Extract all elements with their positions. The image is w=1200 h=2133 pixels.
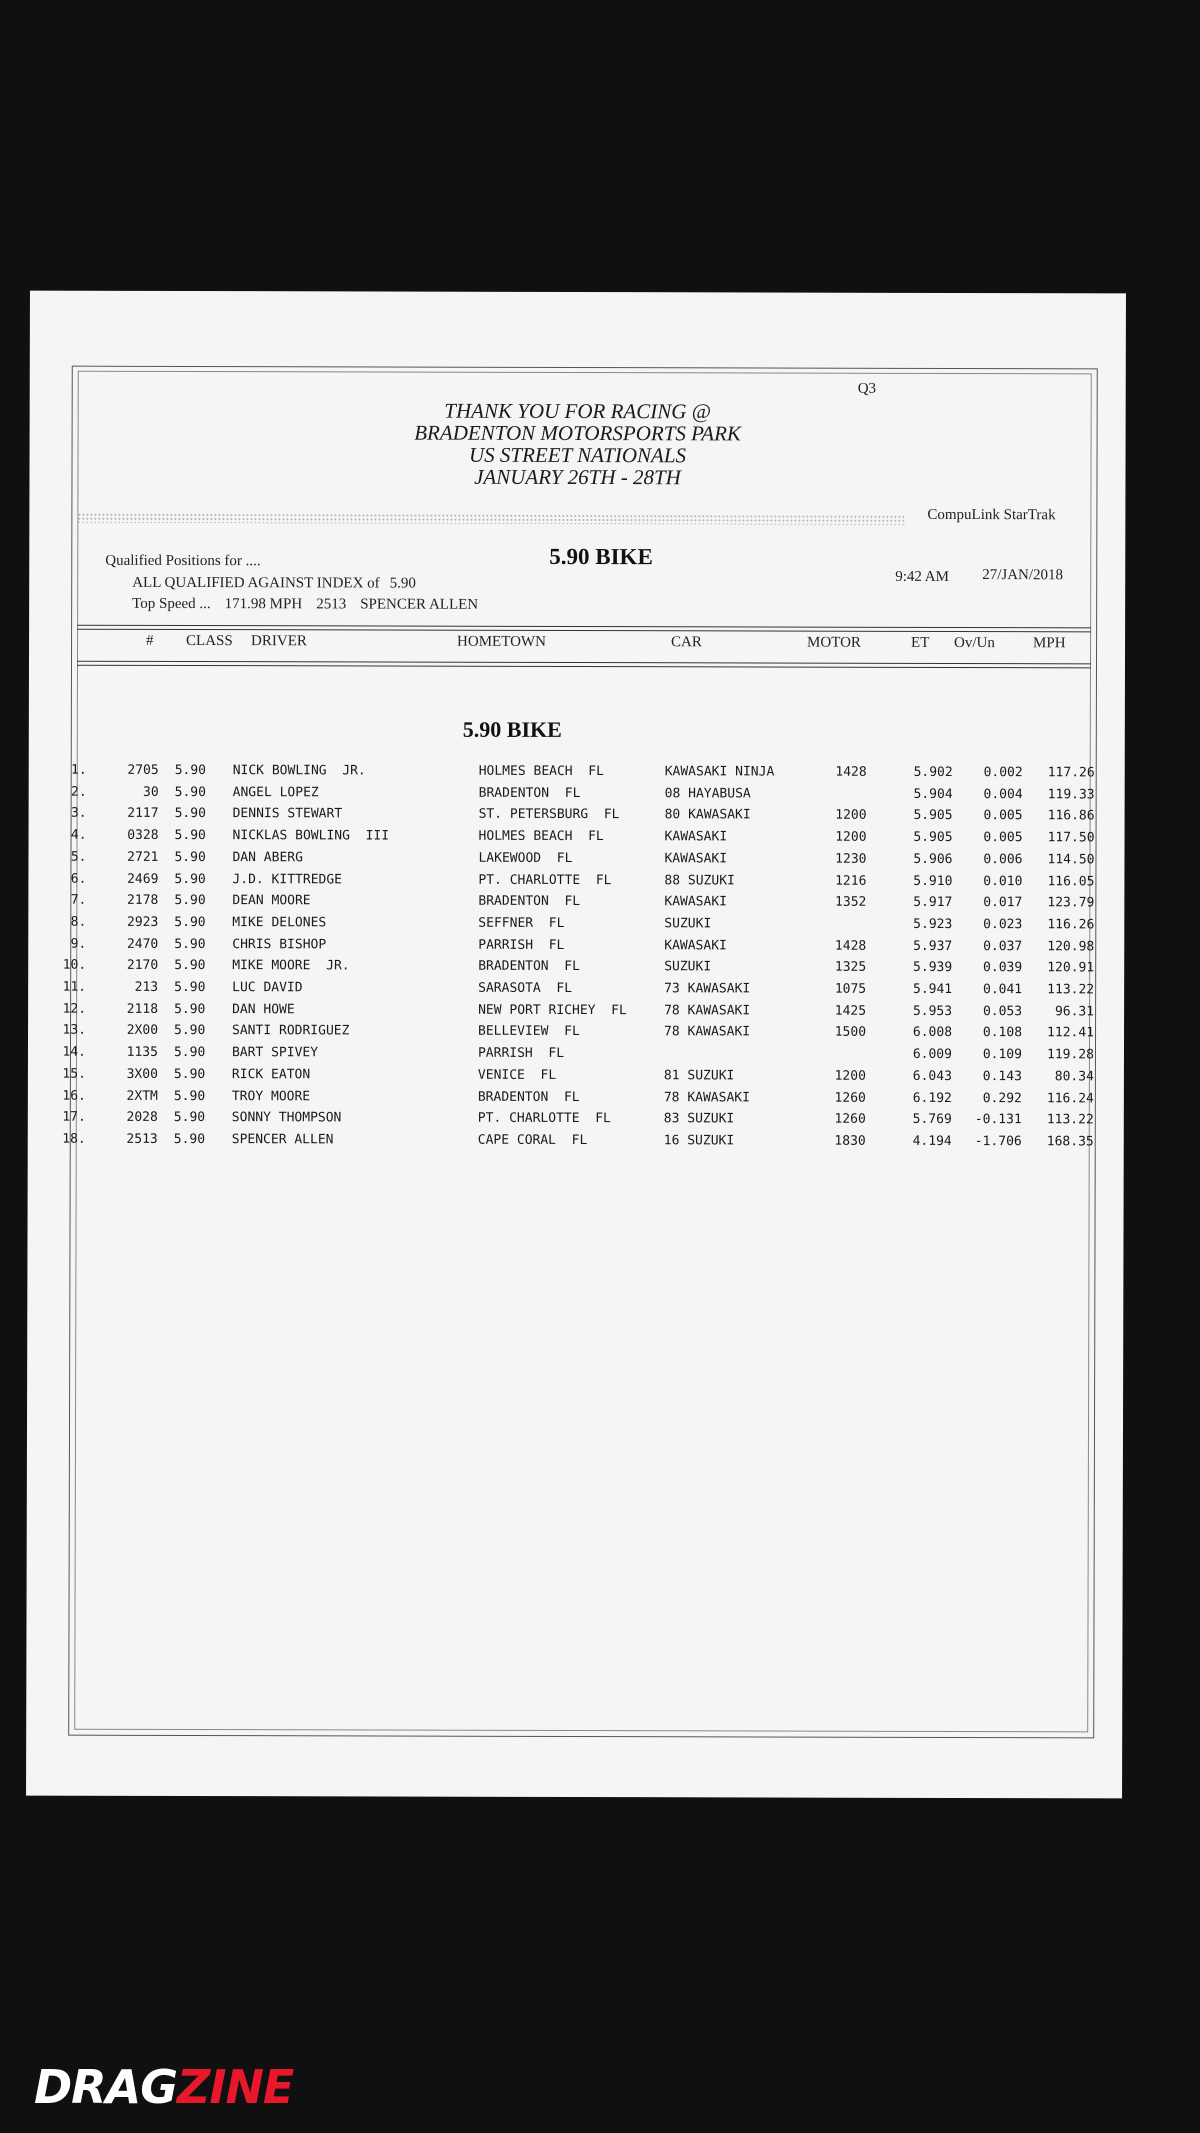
cell-car: KAWASAKI [664, 937, 727, 953]
cell-num: 2170 [126, 958, 159, 974]
cell-num: 2X00 [126, 1023, 159, 1039]
table-row [28, 871, 1124, 894]
cell-town: HOLMES BEACH FL [478, 763, 604, 780]
cell-driver: MIKE DELONES [232, 914, 327, 931]
cell-mph: 117.26 [1047, 765, 1095, 781]
cell-ovun: 0.005 [983, 808, 1023, 824]
cell-town: BRADENTON FL [478, 893, 581, 910]
cell-cls: 5.90 [174, 828, 206, 844]
cell-cls: 5.90 [173, 1131, 206, 1147]
cell-motor: 1500 [834, 1025, 867, 1041]
cell-car: KAWASAKI NINJA [664, 764, 775, 780]
cell-town: NEW PORT RICHEY FL [478, 1002, 627, 1018]
cell-num: 3X00 [126, 1066, 158, 1082]
cell-pos: 4. [70, 827, 87, 843]
cell-town: BELLEVIEW FL [478, 1024, 580, 1040]
cell-car: KAWASAKI [664, 851, 728, 867]
cell-ovun: 0.143 [982, 1068, 1022, 1084]
cell-motor: 1200 [835, 808, 867, 824]
cell-mph: 119.33 [1047, 786, 1095, 803]
table-row [28, 1131, 1124, 1154]
cell-driver: J.D. KITTREDGE [232, 871, 343, 887]
cell-ovun: 0.006 [983, 851, 1023, 867]
section-title: 5.90 BIKE [462, 716, 562, 742]
cell-num: 2028 [126, 1110, 158, 1126]
cell-et: 6.008 [912, 1025, 953, 1041]
cell-ovun: 0.039 [983, 960, 1023, 976]
cell-driver: RICK EATON [231, 1066, 311, 1083]
cell-town: SEFFNER FL [478, 915, 565, 931]
cell-driver: SPENCER ALLEN [231, 1131, 334, 1148]
cell-cls: 5.90 [174, 871, 206, 887]
cell-car: KAWASAKI [664, 829, 728, 845]
cell-ovun: 0.017 [983, 895, 1023, 911]
col-header-car: CAR [671, 634, 702, 651]
cell-car: 81 SUZUKI [663, 1068, 735, 1084]
cell-num: 1135 [126, 1044, 158, 1060]
cell-et: 5.904 [913, 786, 953, 802]
cell-et: 6.043 [912, 1068, 952, 1084]
top-speed-label: Top Speed ... [132, 595, 211, 613]
col-header-hometown: HOMETOWN [457, 633, 546, 650]
cell-mph: 168.35 [1046, 1134, 1094, 1150]
cell-car: 08 HAYABUSA [664, 785, 751, 802]
col-header-motor: MOTOR [807, 634, 861, 651]
logo-part-zine: ZINE [176, 2060, 294, 2114]
cell-cls: 5.90 [174, 784, 206, 800]
table-row [29, 763, 1125, 786]
cell-cls: 5.90 [174, 979, 206, 996]
top-speed-number: 2513 [316, 596, 347, 613]
results-sheet [26, 291, 1126, 1799]
cell-driver: BART SPIVEY [231, 1045, 319, 1061]
cell-ovun: 0.010 [983, 873, 1023, 889]
cell-et: 5.923 [913, 916, 953, 932]
print-time: 9:42 AM [895, 568, 950, 585]
event-line: US STREET NATIONALS [468, 442, 687, 468]
table-row [29, 828, 1125, 851]
cell-motor: 1230 [835, 851, 867, 867]
col-header-driver: DRIVER [251, 633, 307, 650]
cell-num: 2117 [127, 806, 159, 822]
table-row [29, 784, 1125, 807]
cell-ovun: 0.023 [983, 916, 1023, 933]
cell-car: KAWASAKI [664, 894, 728, 910]
table-row [28, 1045, 1124, 1068]
cell-motor: 1200 [835, 829, 867, 845]
cell-cls: 5.90 [174, 1001, 206, 1017]
software-label: CompuLink StarTrak [927, 506, 1056, 524]
cell-town: ST. PETERSBURG FL [478, 807, 620, 823]
cell-ovun: 0.005 [983, 830, 1023, 846]
cell-driver: DENNIS STEWART [232, 806, 343, 822]
index-value: 5.90 [389, 575, 416, 592]
cell-car: 83 SUZUKI [663, 1111, 735, 1127]
cell-et: 4.194 [912, 1133, 952, 1149]
cell-et: 5.937 [913, 938, 953, 954]
cell-cls: 5.90 [173, 1066, 206, 1082]
cell-driver: LUC DAVID [232, 980, 303, 996]
cell-cls: 5.90 [174, 806, 206, 822]
logo-part-drag: DRAG [34, 2060, 177, 2114]
cell-driver: NICK BOWLING JR. [232, 763, 366, 779]
cell-ovun: 0.041 [982, 982, 1023, 998]
cell-car: SUZUKI [664, 916, 712, 932]
cell-num: 2923 [126, 914, 159, 930]
cell-car: 80 KAWASAKI [664, 807, 751, 823]
cell-mph: 119.28 [1046, 1047, 1094, 1063]
cell-pos: 16. [62, 1088, 86, 1104]
cell-car: SUZUKI [664, 959, 712, 975]
cell-cls: 5.90 [174, 893, 206, 909]
table-row [28, 1001, 1124, 1024]
cell-et: 5.941 [912, 981, 953, 997]
event-line: THANK YOU FOR RACING @ [444, 398, 712, 424]
cell-driver: TROY MOORE [231, 1088, 311, 1104]
cell-ovun: 0.109 [982, 1047, 1022, 1063]
cell-pos: 14. [62, 1044, 86, 1060]
cell-pos: 17. [62, 1109, 86, 1125]
cell-pos: 5. [70, 849, 87, 865]
cell-num: 2513 [126, 1131, 158, 1147]
table-row [28, 914, 1124, 937]
cell-mph: 120.98 [1047, 938, 1095, 954]
cell-town: HOLMES BEACH FL [478, 828, 604, 845]
cell-et: 6.192 [912, 1090, 952, 1106]
top-speed-mph: 171.98 MPH [224, 596, 303, 613]
table-row [28, 980, 1124, 1003]
cell-pos: 18. [62, 1131, 86, 1147]
cell-et: 5.917 [913, 895, 953, 911]
cell-cls: 5.90 [174, 849, 206, 865]
table-row [28, 1023, 1124, 1046]
cell-motor: 1260 [834, 1090, 866, 1106]
class-title: 5.90 BIKE [549, 543, 653, 570]
cell-pos: 13. [62, 1023, 87, 1039]
event-header [29, 399, 1125, 490]
cell-car: 16 SUZUKI [663, 1133, 735, 1149]
cell-car: 78 KAWASAKI [663, 1089, 750, 1105]
cell-cls: 5.90 [174, 762, 207, 779]
cell-num: 2178 [127, 893, 159, 909]
cell-driver: ANGEL LOPEZ [232, 784, 319, 801]
cell-motor: 1352 [835, 894, 867, 910]
cell-motor: 1200 [834, 1068, 866, 1084]
cell-cls: 5.90 [174, 958, 206, 974]
cell-driver: NICKLAS BOWLING III [232, 828, 390, 844]
cell-et: 6.009 [912, 1046, 952, 1063]
col-header-ovun: Ov/Un [954, 634, 995, 652]
cell-ovun: 0.053 [982, 1003, 1023, 1019]
cell-pos: 10. [62, 957, 87, 974]
cell-town: LAKEWOOD FL [478, 850, 573, 866]
cell-et: 5.902 [913, 764, 953, 780]
cell-motor: 1216 [835, 873, 867, 889]
cell-town: CAPE CORAL FL [477, 1132, 588, 1148]
cell-driver: SONNY THOMPSON [231, 1110, 342, 1126]
cell-driver: SANTI RODRIGUEZ [232, 1023, 350, 1039]
cell-driver: DAN ABERG [232, 849, 303, 866]
cell-cls: 5.90 [173, 1088, 206, 1104]
index-line [132, 575, 426, 593]
cell-ovun: -1.706 [974, 1133, 1022, 1150]
cell-motor: 1325 [834, 959, 867, 976]
cell-et: 5.910 [913, 873, 953, 889]
cell-num: 2118 [126, 1001, 159, 1017]
table-row [28, 893, 1124, 916]
cell-mph: 116.24 [1046, 1090, 1094, 1106]
cell-pos: 9. [70, 936, 87, 952]
cell-car: 88 SUZUKI [664, 872, 735, 888]
cell-car: 73 KAWASAKI [664, 981, 751, 997]
index-label: ALL QUALIFIED AGAINST INDEX of [132, 574, 380, 592]
cell-motor: 1428 [835, 764, 867, 780]
cell-town: BRADENTON FL [478, 959, 580, 975]
cell-mph: 114.50 [1047, 852, 1095, 868]
print-date: 27/JAN/2018 [982, 567, 1064, 584]
qualified-positions-label: Qualified Positions for .... [105, 552, 261, 570]
cell-motor: 1428 [834, 938, 867, 954]
cell-town: BRADENTON FL [477, 1089, 580, 1105]
cell-town: VENICE FL [477, 1067, 557, 1083]
cell-et: 5.905 [913, 808, 953, 824]
cell-pos: 8. [70, 914, 87, 930]
event-line: BRADENTON MOTORSPORTS PARK [414, 420, 741, 446]
cell-mph: 96.31 [1054, 1003, 1095, 1020]
cell-mph: 80.34 [1054, 1069, 1094, 1085]
cell-motor: 1075 [834, 981, 867, 997]
cell-cls: 5.90 [174, 914, 206, 930]
cell-driver: MIKE MOORE JR. [232, 958, 350, 974]
event-line: JANUARY 26TH - 28TH [474, 464, 681, 490]
table-row [29, 806, 1125, 829]
session-label: Q3 [857, 380, 877, 397]
cell-town: PT. CHARLOTTE FL [477, 1110, 611, 1127]
cell-mph: 117.50 [1047, 830, 1095, 846]
cell-mph: 113.22 [1047, 982, 1095, 998]
col-header-mph: MPH [1033, 635, 1066, 652]
cell-town: SARASOTA FL [478, 980, 573, 996]
cell-pos: 6. [70, 871, 87, 887]
cell-et: 5.769 [912, 1112, 952, 1128]
cell-num: 0328 [127, 827, 159, 844]
cell-ovun: 0.002 [983, 765, 1023, 781]
cell-town: PARRISH FL [477, 1045, 565, 1062]
cell-num: 2469 [127, 871, 159, 887]
table-row [28, 849, 1124, 872]
cell-mph: 113.22 [1046, 1112, 1094, 1128]
cell-driver: DAN HOWE [232, 1001, 295, 1017]
top-speed-line [132, 596, 492, 614]
cell-mph: 123.79 [1047, 895, 1095, 911]
table-row [28, 958, 1124, 981]
cell-et: 5.905 [913, 829, 953, 846]
table-row [28, 1088, 1124, 1111]
cell-mph: 116.86 [1047, 808, 1095, 824]
cell-cls: 5.90 [173, 1110, 206, 1126]
table-row [28, 1066, 1124, 1089]
cell-ovun: 0.292 [982, 1090, 1022, 1106]
col-header-num: # [146, 632, 154, 649]
cell-pos: 15. [62, 1066, 86, 1082]
cell-mph: 116.26 [1047, 917, 1095, 933]
cell-car: 78 KAWASAKI [664, 1002, 751, 1019]
top-speed-driver: SPENCER ALLEN [360, 596, 479, 613]
cell-mph: 116.05 [1047, 873, 1095, 889]
cell-car: 78 KAWASAKI [664, 1024, 751, 1040]
cell-cls: 5.90 [173, 1045, 206, 1061]
cell-ovun: 0.037 [983, 938, 1023, 954]
cell-pos: 7. [70, 892, 87, 908]
cell-driver: DEAN MOORE [232, 893, 311, 909]
cell-ovun: 0.004 [983, 786, 1023, 802]
cell-et: 5.939 [913, 960, 953, 976]
cell-et: 5.906 [913, 851, 953, 867]
col-header-class: CLASS [186, 632, 233, 650]
cell-ovun: -0.131 [974, 1112, 1022, 1128]
cell-et: 5.953 [912, 1003, 953, 1019]
cell-num: 2XTM [126, 1088, 158, 1104]
cell-num: 30 [142, 784, 159, 800]
cell-pos: 2. [70, 784, 87, 800]
cell-motor: 1425 [834, 1003, 867, 1019]
cell-pos: 1. [71, 762, 87, 778]
col-header-et: ET [911, 634, 930, 651]
cell-town: PARRISH FL [478, 937, 565, 953]
table-row [28, 936, 1124, 959]
cell-town: BRADENTON FL [478, 785, 581, 801]
cell-cls: 5.90 [174, 936, 206, 952]
cell-pos: 12. [62, 1001, 87, 1017]
cell-motor: 1260 [834, 1111, 866, 1127]
cell-pos: 3. [70, 806, 87, 822]
cell-num: 2470 [126, 936, 159, 952]
cell-driver: CHRIS BISHOP [232, 936, 327, 952]
cell-mph: 112.41 [1047, 1025, 1095, 1041]
cell-motor: 1830 [834, 1133, 866, 1149]
cell-pos: 11. [62, 979, 87, 995]
table-row [28, 1110, 1124, 1133]
cell-num: 2705 [127, 762, 159, 778]
cell-mph: 120.91 [1047, 960, 1095, 976]
cell-num: 2721 [127, 849, 159, 865]
cell-town: PT. CHARLOTTE FL [478, 872, 612, 888]
cell-ovun: 0.108 [982, 1025, 1023, 1041]
cell-num: 213 [134, 979, 159, 995]
dragzine-logo [34, 2062, 293, 2112]
cell-cls: 5.90 [174, 1023, 206, 1039]
